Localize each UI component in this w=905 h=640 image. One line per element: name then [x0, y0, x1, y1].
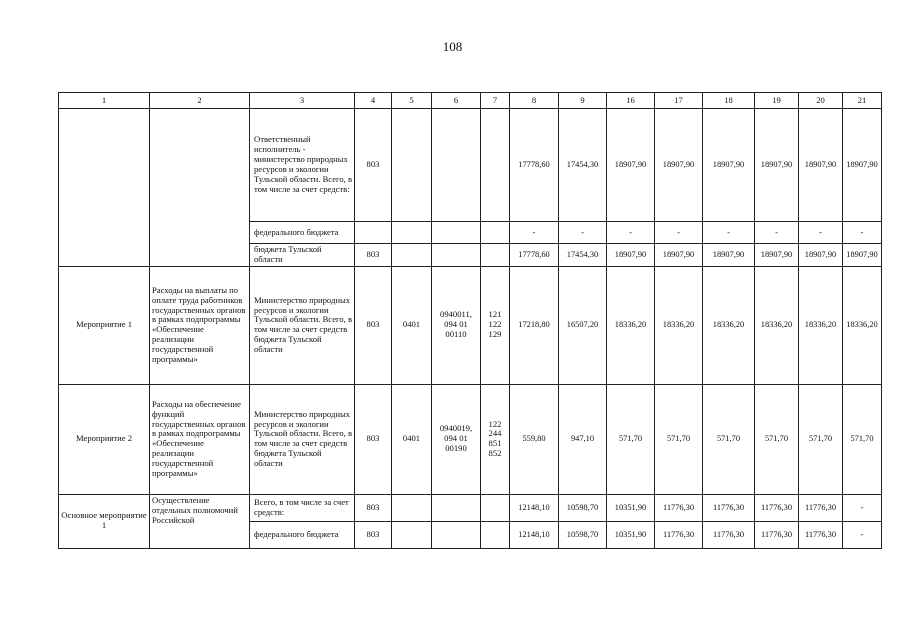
- value-cell: -: [559, 222, 607, 244]
- header-cell: 20: [799, 93, 843, 109]
- value-cell: 10351,90: [607, 494, 655, 521]
- value-cell: 10351,90: [607, 521, 655, 548]
- value-cell: 571,70: [655, 384, 703, 494]
- grbs-cell: 803: [355, 384, 392, 494]
- header-cell: 9: [559, 93, 607, 109]
- name-cell: Расходы на выплаты по оплате труда работников государственных органов в рамках подпрограммы «Обеспечение реализации государственной программы»: [150, 266, 250, 384]
- value-cell: -: [843, 222, 882, 244]
- status-cell: [59, 109, 150, 267]
- value-cell: 11776,30: [703, 521, 755, 548]
- executor-cell: Всего, в том числе за счет средств:: [250, 494, 355, 521]
- header-cell: 5: [392, 93, 432, 109]
- value-cell: 10598,70: [559, 494, 607, 521]
- value-cell: -: [843, 521, 882, 548]
- header-cell: 7: [481, 93, 510, 109]
- header-cell: 18: [703, 93, 755, 109]
- header-cell: 8: [510, 93, 559, 109]
- value-cell: 17778,60: [510, 244, 559, 267]
- value-cell: 18907,90: [799, 244, 843, 267]
- value-cell: 18907,90: [755, 109, 799, 222]
- executor-cell: Министерство природных ресурсов и экологии Тульской области. Всего, в том числе за счет средств бюджета Тульской области: [250, 384, 355, 494]
- value-cell: -: [755, 222, 799, 244]
- vr-cell: [481, 109, 510, 222]
- header-cell: 21: [843, 93, 882, 109]
- value-cell: 11776,30: [799, 494, 843, 521]
- grbs-cell: [355, 222, 392, 244]
- value-cell: 18336,20: [607, 266, 655, 384]
- value-cell: -: [799, 222, 843, 244]
- header-row: [59, 93, 882, 109]
- value-cell: 12148,10: [510, 521, 559, 548]
- value-cell: 18907,90: [607, 244, 655, 267]
- value-cell: 11776,30: [799, 521, 843, 548]
- value-cell: 17454,30: [559, 109, 607, 222]
- name-cell: Расходы на обеспечение функций государственных органов в рамках подпрограммы «Обеспечение реализации государственной программы»: [150, 384, 250, 494]
- value-cell: 17218,80: [510, 266, 559, 384]
- value-cell: 11776,30: [755, 494, 799, 521]
- header-cell: 17: [655, 93, 703, 109]
- value-cell: 12148,10: [510, 494, 559, 521]
- value-cell: -: [703, 222, 755, 244]
- value-cell: 18907,90: [703, 244, 755, 267]
- rz-cell: [392, 521, 432, 548]
- value-cell: 17778,60: [510, 109, 559, 222]
- vr-cell: 121 122 129: [481, 266, 510, 384]
- value-cell: 18336,20: [755, 266, 799, 384]
- value-cell: 17454,30: [559, 244, 607, 267]
- name-cell: [150, 109, 250, 267]
- status-cell: Мероприятие 1: [59, 266, 150, 384]
- value-cell: 571,70: [799, 384, 843, 494]
- value-cell: 18907,90: [607, 109, 655, 222]
- value-cell: 571,70: [755, 384, 799, 494]
- table-row: [59, 109, 882, 222]
- value-cell: 571,70: [843, 384, 882, 494]
- header-cell: 19: [755, 93, 799, 109]
- value-cell: 18336,20: [655, 266, 703, 384]
- value-cell: 18907,90: [755, 244, 799, 267]
- value-cell: 18907,90: [655, 109, 703, 222]
- grbs-cell: 803: [355, 521, 392, 548]
- name-cell: Осуществление отдельных полномочий Российской: [150, 494, 250, 548]
- value-cell: -: [843, 494, 882, 521]
- value-cell: 18907,90: [799, 109, 843, 222]
- rz-cell: [392, 494, 432, 521]
- value-cell: 10598,70: [559, 521, 607, 548]
- csr-cell: 0940019, 094 01 00190: [432, 384, 481, 494]
- executor-cell: Ответственный исполнитель - министерство природных ресурсов и экологии Тульской области. Всего, в том числе за счет средств:: [250, 109, 355, 222]
- table-row: [59, 494, 882, 521]
- value-cell: 11776,30: [703, 494, 755, 521]
- vr-cell: [481, 521, 510, 548]
- header-cell: 16: [607, 93, 655, 109]
- rz-cell: 0401: [392, 266, 432, 384]
- status-cell: Основное мероприятие 1: [59, 494, 150, 548]
- header-cell: 2: [150, 93, 250, 109]
- page-number: 108: [442, 39, 463, 54]
- value-cell: 947,10: [559, 384, 607, 494]
- value-cell: -: [510, 222, 559, 244]
- header-cell: 1: [59, 93, 150, 109]
- csr-cell: [432, 222, 481, 244]
- grbs-cell: 803: [355, 266, 392, 384]
- value-cell: -: [607, 222, 655, 244]
- value-cell: 11776,30: [655, 494, 703, 521]
- header-cell: 6: [432, 93, 481, 109]
- rz-cell: [392, 244, 432, 267]
- rz-cell: [392, 109, 432, 222]
- vr-cell: [481, 494, 510, 521]
- value-cell: 11776,30: [655, 521, 703, 548]
- grbs-cell: 803: [355, 109, 392, 222]
- table-row: [59, 384, 882, 494]
- csr-cell: [432, 521, 481, 548]
- value-cell: 18336,20: [799, 266, 843, 384]
- header-cell: 3: [250, 93, 355, 109]
- csr-cell: [432, 109, 481, 222]
- table-row: [59, 266, 882, 384]
- value-cell: 18907,90: [703, 109, 755, 222]
- executor-cell: федерального бюджета: [250, 521, 355, 548]
- csr-cell: [432, 494, 481, 521]
- grbs-cell: 803: [355, 244, 392, 267]
- value-cell: 18907,90: [655, 244, 703, 267]
- value-cell: 11776,30: [755, 521, 799, 548]
- value-cell: -: [655, 222, 703, 244]
- executor-cell: Министерство природных ресурсов и экологии Тульской области. Всего, в том числе за счет средств бюджета Тульской области: [250, 266, 355, 384]
- csr-cell: 0940011, 094 01 00110: [432, 266, 481, 384]
- budget-table: [58, 92, 882, 549]
- rz-cell: [392, 222, 432, 244]
- vr-cell: [481, 222, 510, 244]
- header-cell: 4: [355, 93, 392, 109]
- value-cell: 16507,20: [559, 266, 607, 384]
- value-cell: 18336,20: [703, 266, 755, 384]
- csr-cell: [432, 244, 481, 267]
- value-cell: 571,70: [703, 384, 755, 494]
- grbs-cell: 803: [355, 494, 392, 521]
- vr-cell: [481, 244, 510, 267]
- value-cell: 18336,20: [843, 266, 882, 384]
- status-cell: Мероприятие 2: [59, 384, 150, 494]
- value-cell: 18907,90: [843, 109, 882, 222]
- value-cell: 18907,90: [843, 244, 882, 267]
- value-cell: 559,80: [510, 384, 559, 494]
- executor-cell: бюджета Тульской области: [250, 244, 355, 267]
- rz-cell: 0401: [392, 384, 432, 494]
- executor-cell: федерального бюджета: [250, 222, 355, 244]
- vr-cell: 122 244 851 852: [481, 384, 510, 494]
- value-cell: 571,70: [607, 384, 655, 494]
